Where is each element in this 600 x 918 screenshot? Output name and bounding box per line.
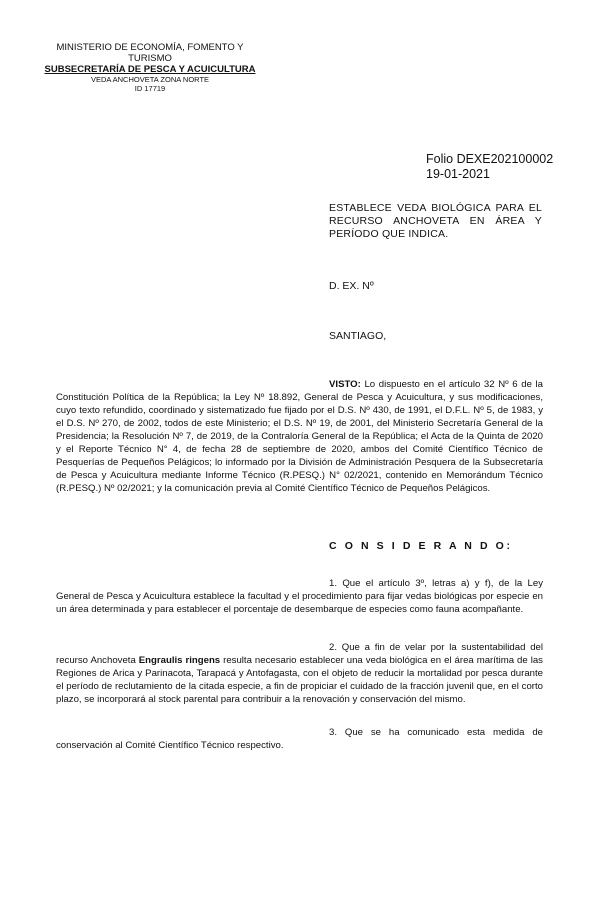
folio-number: Folio DEXE202100002 — [426, 152, 554, 166]
considerando-item-3 — [56, 726, 543, 752]
considerando-item-2-text-cont: resulta necesario establecer una veda biológica en el área marítima de las Regiones de Arica y Parinacota, Tarapacá y Antofagasta, con el objeto de reducir la mortalidad por pesca durante el período de reclutamiento de la citada especie, a fin de propiciar el cuidado de la fracción juvenil que, en el corto plazo, se incorporará al stock parental para contribuir a la renovación y conservación del mismo. — [56, 655, 543, 705]
considerando-item-1 — [56, 577, 543, 616]
considerando-heading: C O N S I D E R A N D O: — [329, 540, 513, 552]
letterhead — [40, 42, 260, 93]
subsecretaria-name: SUBSECRETARÍA DE PESCA Y ACUICULTURA — [44, 64, 256, 75]
decree-number-label: D. EX. Nº — [329, 280, 374, 292]
species-name: Engraulis ringens — [138, 655, 221, 666]
considerando-item-2-text: 2. Que a fin de velar por la sustentabilidad del recurso Anchoveta — [56, 642, 543, 666]
document-id: ID 17719 — [134, 84, 166, 93]
considerando-item-3-text: 3. Que se ha comunicado esta medida de conservación al Comité Científico Técnico respectivo. — [56, 727, 543, 751]
folio-block — [426, 152, 553, 182]
ministry-name: MINISTERIO DE ECONOMÍA, FOMENTO Y TURISMO — [56, 42, 244, 64]
visto-paragraph — [56, 378, 543, 495]
place-label: SANTIAGO, — [329, 330, 387, 342]
visto-text: Lo dispuesto en el artículo 32 Nº 6 de la Constitución Política de la República; la Ley Nº 18.892, General de Pesca y Acuicultura, y sus modificaciones, cuyo texto refundido, coordinado y sistematizado fue fijado por el D.S. Nº 430, de 1991, el D.F.L. Nº 5, de 1983, y el D.S. Nº 270, de 2002, todos de este Ministerio; el D.S. Nº 19, de 2001, del Ministerio Secretaría General de la Presidencia; la Resolución Nº 7, de 2019, de la Contraloría General de la República; el Acta de la Quinta de 2020 y el Reporte Técnico N° 4, de fecha 28 de septiembre de 2020, ambos del Comité Científico Técnico de Pesquerías de Pequeños Pelágicos; lo informado por la División de Administración Pesquera de la Subsecretaría de Pesca y Acuicultura mediante Informe Técnico (R.PESQ.) N° 02/2021, contenido en Memorándum Técnico (R.PESQ.) Nº 02/2021; y la comunicación previa al Comité Científico Técnico de Pequeños Pelágicos. — [56, 379, 544, 494]
considerando-item-2 — [56, 641, 543, 706]
considerando-item-1-text: 1. Que el artículo 3º, letras a) y f), de la Ley General de Pesca y Acuicultura establece la facultad y el procedimiento para fijar vedas biológicas por especie en un área determinada y para establecer el porcentaje de desembarque de especies como fauna acompañante. — [56, 578, 543, 615]
veda-label: VEDA ANCHOVETA ZONA NORTE — [90, 75, 210, 84]
visto-label: VISTO: — [329, 379, 361, 390]
document-subject: ESTABLECE VEDA BIOLÓGICA PARA EL RECURSO ANCHOVETA EN ÁREA Y PERÍODO QUE INDICA. — [329, 202, 542, 240]
folio-date: 19-01-2021 — [426, 167, 490, 181]
